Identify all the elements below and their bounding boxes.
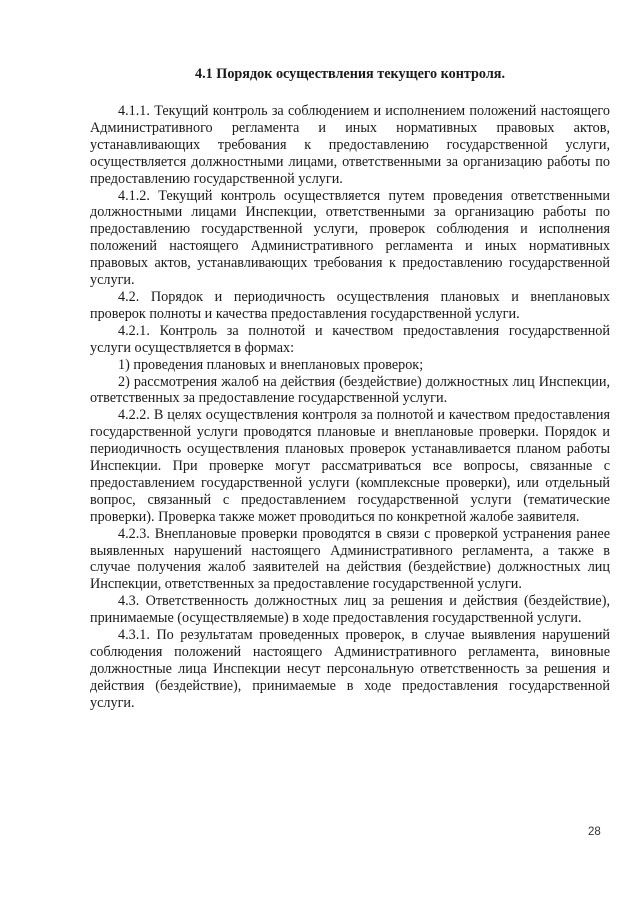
paragraph-4-3-1: 4.3.1. По результатам проведенных проверок, в случае выявления нарушений соблюдения положений настоящего Административного регламента, виновные должностные лица Инспекции несут персональную ответственность за решения и действия (бездействие), принимаемые в ходе предоставления государственной услуги. [90, 627, 610, 711]
paragraph-4-2: 4.2. Порядок и периодичность осуществления плановых и внеплановых проверок полноты и качества предоставления государственной услуги. [90, 288, 610, 322]
page-number: 28 [588, 826, 601, 838]
paragraph-4-3: 4.3. Ответственность должностных лиц за решения и действия (бездействие), принимаемые (осуществляемые) в ходе предоставления государственной услуги. [90, 593, 610, 627]
paragraph-4-1-1: 4.1.1. Текущий контроль за соблюдением и исполнением положений настоящего Административного регламента и иных нормативных правовых актов, устанавливающих требования к предоставлению государственной услуги, осуществляется должностными лицами, ответственными за организацию работы по предоставлению государственной услуги. [90, 103, 610, 187]
list-item-2: 2) рассмотрения жалоб на действия (бездействие) должностных лиц Инспекции, ответственных за предоставление государственной услуги. [90, 373, 610, 407]
list-item-1: 1) проведения плановых и внеплановых проверок; [118, 356, 424, 373]
paragraph-4-2-2: 4.2.2. В целях осуществления контроля за полнотой и качеством предоставления государственной услуги проводятся плановые и внеплановые проверки. Порядок и периодичность осуществления плановых проверок устанавливается планом работы Инспекции. При проверке могут рассматриваться все вопросы, связанные с предоставлением государственной услуги (комплексные проверки), или отдельный вопрос, связанный с предоставлением государственной услуги (тематические проверки). Проверка также может проводиться по конкретной жалобе заявителя. [90, 407, 610, 525]
section-heading: 4.1 Порядок осуществления текущего контроля. [195, 66, 505, 82]
paragraph-4-2-3: 4.2.3. Внеплановые проверки проводятся в связи с проверкой устранения ранее выявленных нарушений настоящего Административного регламента, а также в случае получения жалоб заявителей на действия (бездействие) должностных лиц Инспекции, ответственных за предоставление государственной услуги. [90, 525, 610, 593]
paragraph-4-2-1: 4.2.1. Контроль за полнотой и качеством предоставления государственной услуги осуществляется в формах: [90, 322, 610, 356]
paragraph-4-1-2: 4.1.2. Текущий контроль осуществляется путем проведения ответственными должностными лицами Инспекции, ответственными за организацию работы по предоставлению государственной услуги, проверок соблюдения и исполнения положений настоящего Административного регламента и иных нормативных правовых актов, устанавливающих требования к предоставлению государственной услуги. [90, 187, 610, 289]
document-body [90, 103, 610, 712]
